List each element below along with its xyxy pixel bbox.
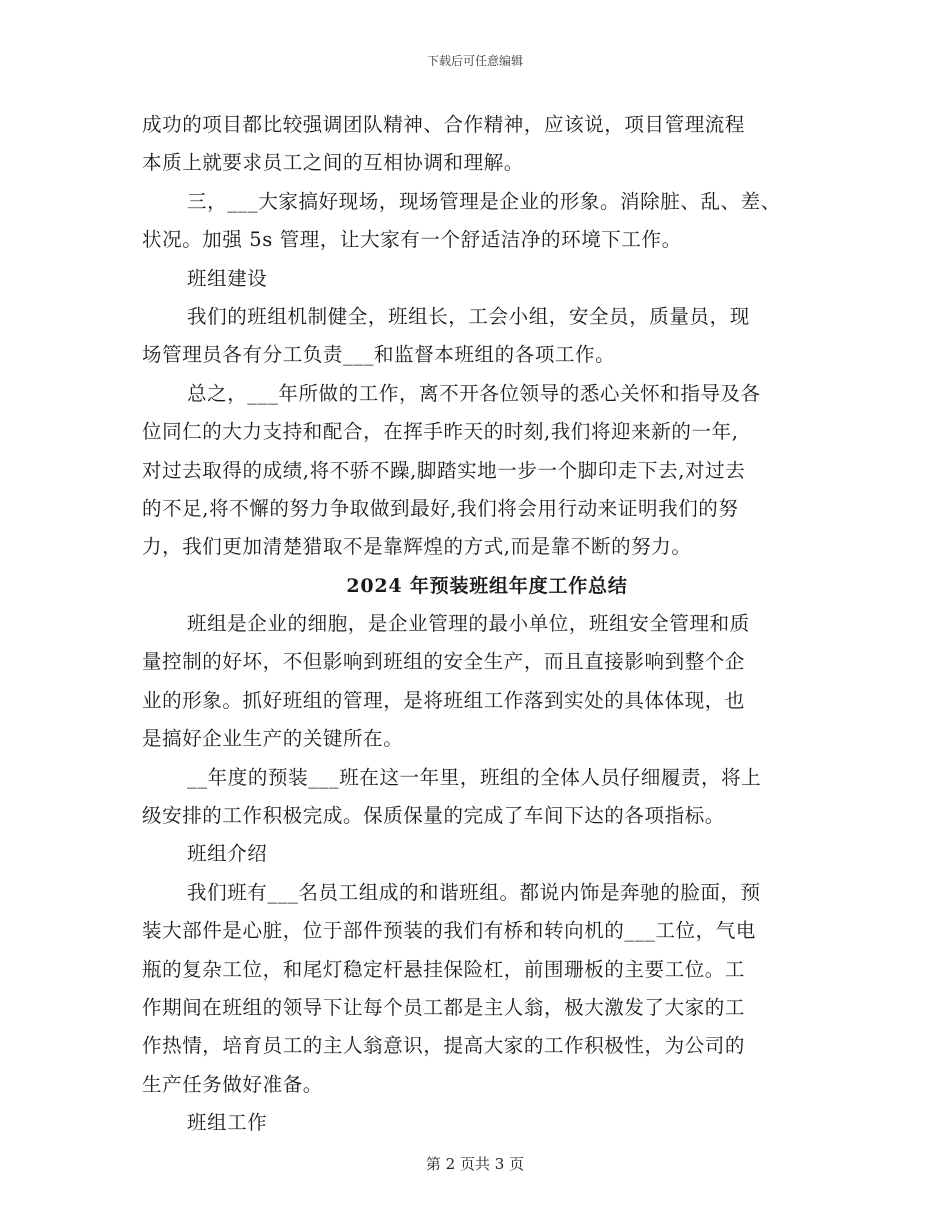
text-line: 的不足,将不懈的努力争取做到最好,我们将会用行动来证明我们的努 xyxy=(142,496,739,520)
text-line: 作热情，培育员工的主人翁意识，提高大家的工作积极性，为公司的 xyxy=(142,1034,746,1058)
page-number: 第 2 页共 3 页 xyxy=(425,1155,525,1173)
text-line: 力，我们更加清楚猎取不是靠辉煌的方式,而是靠不断的努力。 xyxy=(142,535,692,559)
text-line: 装大部件是心脏，位于部件预装的我们有桥和转向机的___工位，气电 xyxy=(142,919,756,943)
text-line: 总之，___年所做的工作，离不开各位领导的悉心关怀和指导及各 xyxy=(187,381,761,405)
text-line: 我们的班组机制健全，班组长，工会小组，安全员，质量员，现 xyxy=(187,304,750,328)
section-heading: 班组建设 xyxy=(187,266,268,290)
text-line: 级安排的工作积极完成。保质保量的完成了车间下达的各项指标。 xyxy=(142,804,725,828)
text-line: 我们班有___名员工组成的和谐班组。都说内饰是奔驰的脸面，预 xyxy=(187,880,761,904)
text-line: 场管理员各有分工负责___和监督本班组的各项工作。 xyxy=(142,343,616,367)
section-heading: 班组工作 xyxy=(187,1111,268,1135)
text-line: 量控制的好坏，不但影响到班组的安全生产，而且直接影响到整个企 xyxy=(142,650,746,674)
text-line: 业的形象。抓好班组的管理，是将班组工作落到实处的具体体现，也 xyxy=(142,688,746,712)
document-title: 2024 年预装班组年度工作总结 xyxy=(346,574,628,597)
text-line: 位同仁的大力支持和配合，在挥手昨天的时刻,我们将迎来新的一年, xyxy=(142,420,739,444)
text-line: 生产任务做好准备。 xyxy=(142,1072,323,1096)
text-line: __年度的预装___班在这一年里，班组的全体人员仔细履责，将上 xyxy=(187,765,762,789)
text-line: 是搞好企业生产的关键所在。 xyxy=(142,727,404,751)
page-header-note: 下载后可任意编辑 xyxy=(426,54,523,68)
text-line: 三，___大家搞好现场，现场管理是企业的形象。消除脏、乱、差、 xyxy=(187,189,781,213)
text-line: 班组是企业的细胞，是企业管理的最小单位，班组安全管理和质 xyxy=(187,612,750,636)
text-line: 作期间在班组的领导下让每个员工都是主人翁，极大激发了大家的工 xyxy=(142,995,746,1019)
section-heading: 班组介绍 xyxy=(187,842,268,866)
text-line: 瓶的复杂工位，和尾灯稳定杆悬挂保险杠，前围珊板的主要工位。工 xyxy=(142,957,746,981)
text-line: 状况。加强 5s 管理，让大家有一个舒适洁净的环境下工作。 xyxy=(142,228,682,252)
text-line: 本质上就要求员工之间的互相协调和理解。 xyxy=(142,151,524,175)
document-body xyxy=(142,106,832,1143)
text-line: 对过去取得的成绩,将不骄不躁,脚踏实地一步一个脚印走下去,对过去 xyxy=(142,458,746,482)
text-line: 成功的项目都比较强调团队精神、合作精神，应该说，项目管理流程 xyxy=(142,113,746,136)
